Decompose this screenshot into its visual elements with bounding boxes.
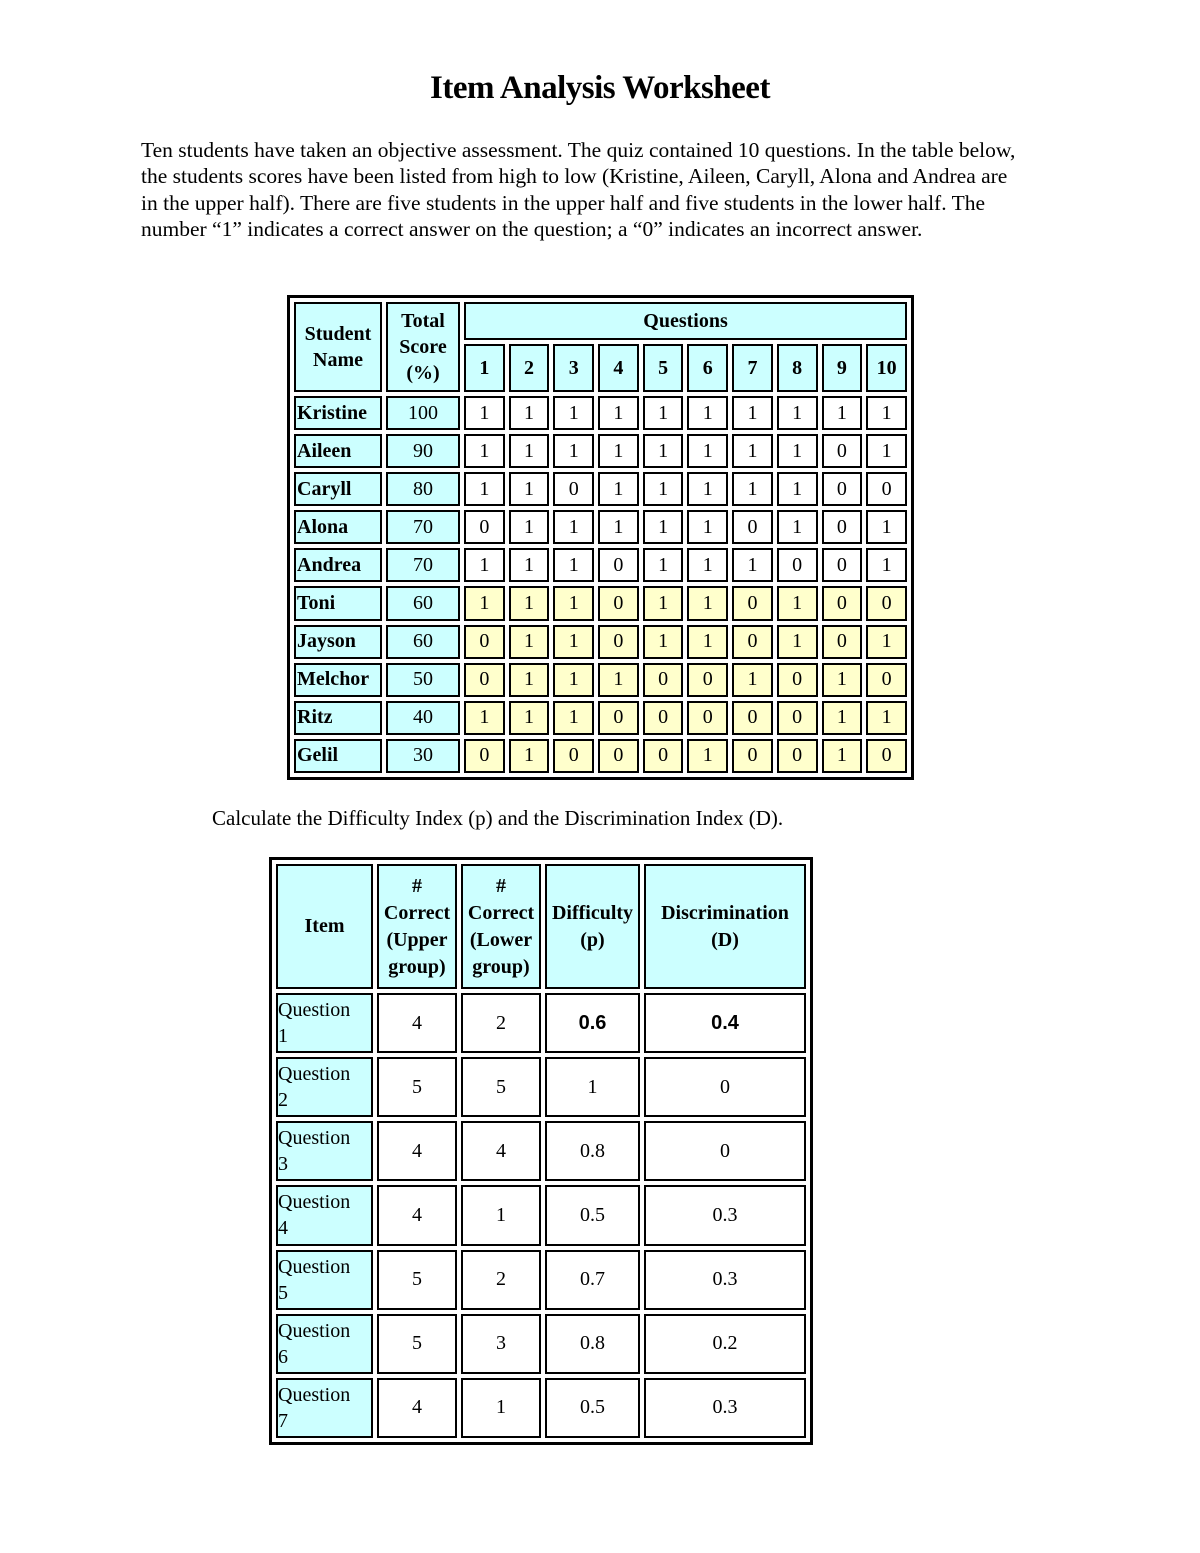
header-text: (%): [406, 362, 440, 384]
answer-cell: 1: [509, 434, 550, 468]
item-label: Question: [278, 1319, 351, 1342]
student-name-cell: Ritz: [294, 701, 382, 735]
answer-cell: 1: [464, 472, 505, 506]
answer-cell: 0: [598, 701, 639, 735]
answer-cell: 1: [822, 701, 863, 735]
question-number-header: 9: [822, 344, 863, 392]
answer-cell: 1: [509, 586, 550, 620]
answer-cell: 1: [509, 663, 550, 697]
header-text: #: [496, 874, 506, 897]
answer-cell: 1: [687, 625, 728, 659]
answer-cell: 1: [866, 701, 907, 735]
answer-cell: 1: [553, 701, 594, 735]
answer-cell: 1: [643, 396, 684, 430]
lower-correct-cell: 1: [461, 1378, 541, 1438]
table-row: [294, 434, 907, 468]
answer-cell: 1: [777, 510, 818, 544]
answer-cell: 0: [732, 586, 773, 620]
question-number-header: 8: [777, 344, 818, 392]
instruction-text: Calculate the Difficulty Index (p) and the Discrimination Index (D).: [212, 806, 784, 830]
answer-cell: 0: [777, 701, 818, 735]
discrimination-cell: 0.2: [644, 1314, 806, 1374]
student-name-cell: Alona: [294, 510, 382, 544]
answer-cell: 1: [509, 472, 550, 506]
discrimination-cell: 0.3: [644, 1185, 806, 1245]
header-text: Student: [304, 323, 372, 345]
lower-correct-cell: 1: [461, 1185, 541, 1245]
header-text: Score: [399, 336, 447, 358]
table-row: [276, 1121, 806, 1181]
total-score-cell: 50: [386, 663, 460, 697]
answer-cell: 0: [464, 510, 505, 544]
question-number-header: 4: [598, 344, 639, 392]
header-text: (Lower: [469, 928, 533, 951]
header-text: Name: [313, 349, 363, 371]
item-label: Question: [278, 1063, 351, 1086]
item-cell: [276, 1185, 373, 1245]
item-number: 6: [278, 1345, 288, 1368]
answer-cell: 1: [866, 625, 907, 659]
answer-cell: 1: [553, 625, 594, 659]
answer-cell: 1: [687, 510, 728, 544]
answer-cell: 0: [553, 739, 594, 773]
answer-cell: 1: [553, 663, 594, 697]
item-cell: [276, 1121, 373, 1181]
table-row: [294, 663, 907, 697]
answer-cell: 1: [643, 548, 684, 582]
item-label: Question: [278, 1127, 351, 1150]
header-text: (p): [580, 928, 605, 951]
item-cell: [276, 1378, 373, 1438]
answer-cell: 1: [866, 396, 907, 430]
student-scores-table: [287, 295, 914, 780]
discrimination-cell: 0: [644, 1057, 806, 1117]
answer-cell: 0: [777, 663, 818, 697]
table-row: [294, 396, 907, 430]
answer-cell: 1: [553, 434, 594, 468]
answer-cell: 0: [643, 739, 684, 773]
table-row: [276, 1378, 806, 1438]
item-label: Question: [278, 999, 351, 1022]
item-number: 2: [278, 1089, 288, 1112]
answer-cell: 0: [777, 739, 818, 773]
header-text: Difficulty: [551, 901, 634, 924]
total-score-cell: 70: [386, 510, 460, 544]
difficulty-cell: 0.8: [545, 1121, 640, 1181]
answer-cell: 0: [732, 739, 773, 773]
item-label: Question: [278, 1255, 351, 1278]
question-number-header: 6: [687, 344, 728, 392]
answer-cell: 0: [464, 739, 505, 773]
header-text: #: [412, 874, 422, 897]
discrimination-header: [644, 864, 806, 989]
answer-cell: 0: [866, 472, 907, 506]
item-number: 5: [278, 1281, 288, 1304]
answer-cell: 1: [777, 396, 818, 430]
discrimination-cell: 0.4: [644, 993, 806, 1053]
answer-cell: 0: [822, 434, 863, 468]
table-row: [294, 586, 907, 620]
answer-cell: 1: [643, 472, 684, 506]
answer-cell: 0: [553, 472, 594, 506]
answer-cell: 1: [687, 396, 728, 430]
table-row: [276, 1185, 806, 1245]
answer-cell: 0: [687, 663, 728, 697]
header-text: Discrimination: [661, 901, 789, 924]
answer-cell: 1: [598, 396, 639, 430]
item-label: Question: [278, 1383, 351, 1406]
difficulty-header: [545, 864, 640, 989]
item-cell: [276, 1250, 373, 1310]
student-name-cell: Melchor: [294, 663, 382, 697]
difficulty-cell: 0.8: [545, 1314, 640, 1374]
answer-cell: 1: [777, 472, 818, 506]
answer-cell: 0: [822, 510, 863, 544]
lower-correct-cell: 3: [461, 1314, 541, 1374]
lower-correct-header: [461, 864, 541, 989]
answer-cell: 0: [822, 586, 863, 620]
answer-cell: 0: [643, 663, 684, 697]
student-name-cell: Andrea: [294, 548, 382, 582]
question-number-header: 10: [866, 344, 907, 392]
student-name-cell: Gelil: [294, 739, 382, 773]
difficulty-cell: 0.7: [545, 1250, 640, 1310]
difficulty-cell: 0.5: [545, 1378, 640, 1438]
answer-cell: 0: [732, 625, 773, 659]
total-score-cell: 30: [386, 739, 460, 773]
answer-cell: 1: [598, 434, 639, 468]
table-row: [276, 1250, 806, 1310]
answer-cell: 1: [822, 663, 863, 697]
upper-correct-cell: 4: [377, 1121, 457, 1181]
total-score-header: [386, 302, 460, 392]
item-analysis-table: [269, 857, 813, 1445]
answer-cell: 0: [732, 701, 773, 735]
answer-cell: 1: [598, 510, 639, 544]
answer-cell: 1: [822, 739, 863, 773]
answer-cell: 1: [509, 396, 550, 430]
page-title: Item Analysis Worksheet: [430, 70, 770, 106]
answer-cell: 1: [866, 434, 907, 468]
upper-correct-header: [377, 864, 457, 989]
item-cell: [276, 1314, 373, 1374]
answer-cell: 1: [509, 510, 550, 544]
answer-cell: 1: [509, 625, 550, 659]
answer-cell: 1: [553, 586, 594, 620]
question-number-header: 1: [464, 344, 505, 392]
upper-correct-cell: 5: [377, 1057, 457, 1117]
item-header: Item: [276, 864, 373, 989]
answer-cell: 0: [598, 548, 639, 582]
question-number-header: 2: [509, 344, 550, 392]
item-cell: [276, 1057, 373, 1117]
answer-cell: 1: [777, 586, 818, 620]
table-row: [294, 701, 907, 735]
answer-cell: 0: [866, 586, 907, 620]
header-text: (D): [711, 928, 739, 951]
answer-cell: 0: [598, 625, 639, 659]
difficulty-cell: 0.6: [545, 993, 640, 1053]
item-number: 7: [278, 1409, 288, 1432]
upper-correct-cell: 4: [377, 1185, 457, 1245]
answer-cell: 0: [822, 472, 863, 506]
answer-cell: 1: [643, 625, 684, 659]
answer-cell: 1: [553, 510, 594, 544]
answer-cell: 0: [822, 625, 863, 659]
answer-cell: 0: [643, 701, 684, 735]
answer-cell: 1: [509, 739, 550, 773]
answer-cell: 0: [464, 625, 505, 659]
answer-cell: 1: [732, 548, 773, 582]
answer-cell: 1: [464, 701, 505, 735]
answer-cell: 1: [866, 510, 907, 544]
student-name-cell: Aileen: [294, 434, 382, 468]
student-name-cell: Kristine: [294, 396, 382, 430]
intro-paragraph: Ten students have taken an objective assessment. The quiz contained 10 questions. In the table below, the students scores have been listed from high to low (Kristine, Aileen, Caryll, Alona and Andrea are in the upper half). There are five students in the upper half and five students in the lower half. The number “1” indicates a correct answer on the question; a “0” indicates an incorrect answer.: [141, 138, 1016, 241]
total-score-cell: 40: [386, 701, 460, 735]
item-number: 4: [278, 1217, 288, 1240]
lower-correct-cell: 5: [461, 1057, 541, 1117]
question-number-header: 3: [553, 344, 594, 392]
table-row: [294, 510, 907, 544]
table-row: [276, 993, 806, 1053]
answer-cell: 0: [464, 663, 505, 697]
item-label: Question: [278, 1191, 351, 1214]
item-number: 1: [278, 1025, 288, 1048]
answer-cell: 1: [643, 434, 684, 468]
answer-cell: 0: [598, 739, 639, 773]
student-name-header: [294, 302, 382, 392]
item-cell: [276, 993, 373, 1053]
table-row: [276, 1057, 806, 1117]
answer-cell: 1: [687, 739, 728, 773]
total-score-cell: 100: [386, 396, 460, 430]
answer-cell: 1: [732, 472, 773, 506]
answer-cell: 1: [777, 625, 818, 659]
answer-cell: 0: [866, 739, 907, 773]
answer-cell: 1: [687, 586, 728, 620]
answer-cell: 1: [687, 472, 728, 506]
answer-cell: 1: [553, 548, 594, 582]
upper-correct-cell: 4: [377, 1378, 457, 1438]
upper-correct-cell: 4: [377, 993, 457, 1053]
lower-correct-cell: 2: [461, 1250, 541, 1310]
item-number: 3: [278, 1153, 288, 1176]
answer-cell: 1: [866, 548, 907, 582]
header-text: Correct: [467, 901, 535, 924]
lower-correct-cell: 2: [461, 993, 541, 1053]
total-score-cell: 80: [386, 472, 460, 506]
table-row: [276, 1314, 806, 1374]
answer-cell: 1: [643, 510, 684, 544]
student-name-cell: Caryll: [294, 472, 382, 506]
answer-cell: 0: [777, 548, 818, 582]
answer-cell: 1: [509, 701, 550, 735]
answer-cell: 1: [509, 548, 550, 582]
answer-cell: 1: [598, 472, 639, 506]
questions-header: Questions: [464, 302, 907, 340]
student-name-cell: Toni: [294, 586, 382, 620]
question-number-header: 5: [643, 344, 684, 392]
upper-correct-cell: 5: [377, 1314, 457, 1374]
answer-cell: 1: [732, 396, 773, 430]
total-score-cell: 60: [386, 625, 460, 659]
answer-cell: 1: [822, 396, 863, 430]
answer-cell: 1: [464, 396, 505, 430]
total-score-cell: 70: [386, 548, 460, 582]
table-row: [294, 472, 907, 506]
table-row: [294, 625, 907, 659]
answer-cell: 0: [687, 701, 728, 735]
answer-cell: 0: [822, 548, 863, 582]
difficulty-cell: 1: [545, 1057, 640, 1117]
answer-cell: 0: [598, 586, 639, 620]
answer-cell: 1: [687, 548, 728, 582]
header-text: Correct: [383, 901, 451, 924]
answer-cell: 1: [732, 434, 773, 468]
header-text: (Upper: [386, 928, 448, 951]
answer-cell: 1: [598, 663, 639, 697]
student-name-cell: Jayson: [294, 625, 382, 659]
answer-cell: 1: [687, 434, 728, 468]
header-text: group): [388, 955, 446, 978]
answer-cell: 0: [866, 663, 907, 697]
total-score-cell: 60: [386, 586, 460, 620]
header-text: group): [472, 955, 530, 978]
discrimination-cell: 0.3: [644, 1378, 806, 1438]
answer-cell: 1: [777, 434, 818, 468]
table-row: [294, 548, 907, 582]
total-score-cell: 90: [386, 434, 460, 468]
table-row: [294, 739, 907, 773]
answer-cell: 1: [464, 586, 505, 620]
answer-cell: 1: [464, 434, 505, 468]
header-text: Total: [401, 310, 445, 332]
answer-cell: 1: [732, 663, 773, 697]
upper-correct-cell: 5: [377, 1250, 457, 1310]
answer-cell: 1: [464, 548, 505, 582]
discrimination-cell: 0.3: [644, 1250, 806, 1310]
lower-correct-cell: 4: [461, 1121, 541, 1181]
discrimination-cell: 0: [644, 1121, 806, 1181]
answer-cell: 0: [732, 510, 773, 544]
difficulty-cell: 0.5: [545, 1185, 640, 1245]
answer-cell: 1: [643, 586, 684, 620]
answer-cell: 1: [553, 396, 594, 430]
question-number-header: 7: [732, 344, 773, 392]
